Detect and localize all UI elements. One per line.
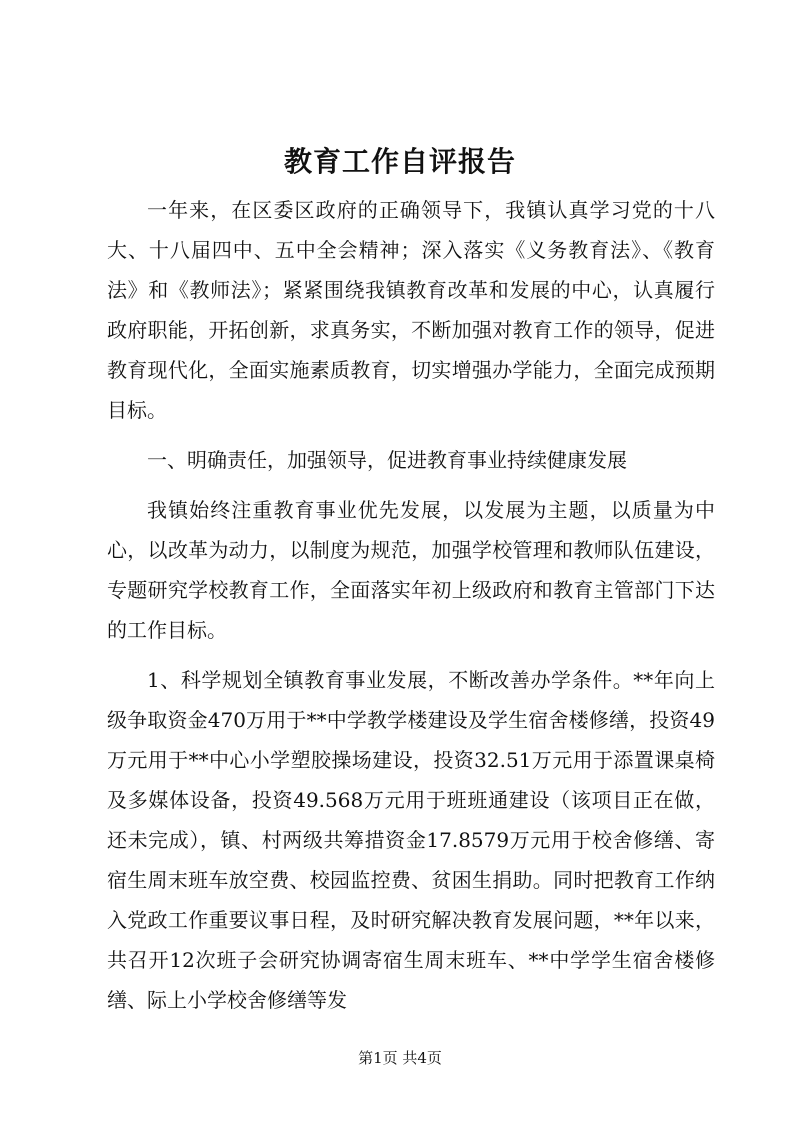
document-title: 教育工作自评报告 <box>283 145 516 178</box>
item-1-paragraph: 1、科学规划全镇教育事业发展，不断改善办学条件。**年向上级争取资金470万用于**中学教学楼建设及学生宿舍楼修缮，投资49万元用于**中心小学塑胶操场建设，投资32.51万元用于添置课桌椅及多媒体设备，投资49.568万元用于班班通建设（该项目正在做，还未完成），镇、村两级共筹措资金17.8579万元用于校舍修缮、寄宿生周末班车放空费、校园监控费、贫困生捐助。同时把教育工作纳入党政工作重要议事日程，及时研究解决教育发展问题，**年以来，共召开12次班子会研究协调寄宿生周末班车、**中学学生宿舍楼修缮、际上小学校舍修缮等发 <box>107 668 715 1012</box>
section-1-paragraph: 我镇始终注重教育事业优先发展，以发展为主题，以质量为中心，以改革为动力，以制度为规范，加强学校管理和教师队伍建设，专题研究学校教育工作，全面落实年初上级政府和教育主管部门下达的工作目标。 <box>107 498 715 642</box>
page-footer: 第1页 共4页 <box>358 1049 442 1067</box>
document-body <box>107 190 715 1020</box>
section-heading-1: 一、明确责任，加强领导，促进教育事业持续健康发展 <box>147 448 627 472</box>
intro-paragraph: 一年来，在区委区政府的正确领导下，我镇认真学习党的十八大、十八届四中、五中全会精神；深入落实《义务教育法》、《教育法》和《教师法》；紧紧围绕我镇教育改革和发展的中心，认真履行政府职能，开拓创新，求真务实，不断加强对教育工作的领导，促进教育现代化，全面实施素质教育，切实增强办学能力，全面完成预期目标。 <box>107 198 715 422</box>
